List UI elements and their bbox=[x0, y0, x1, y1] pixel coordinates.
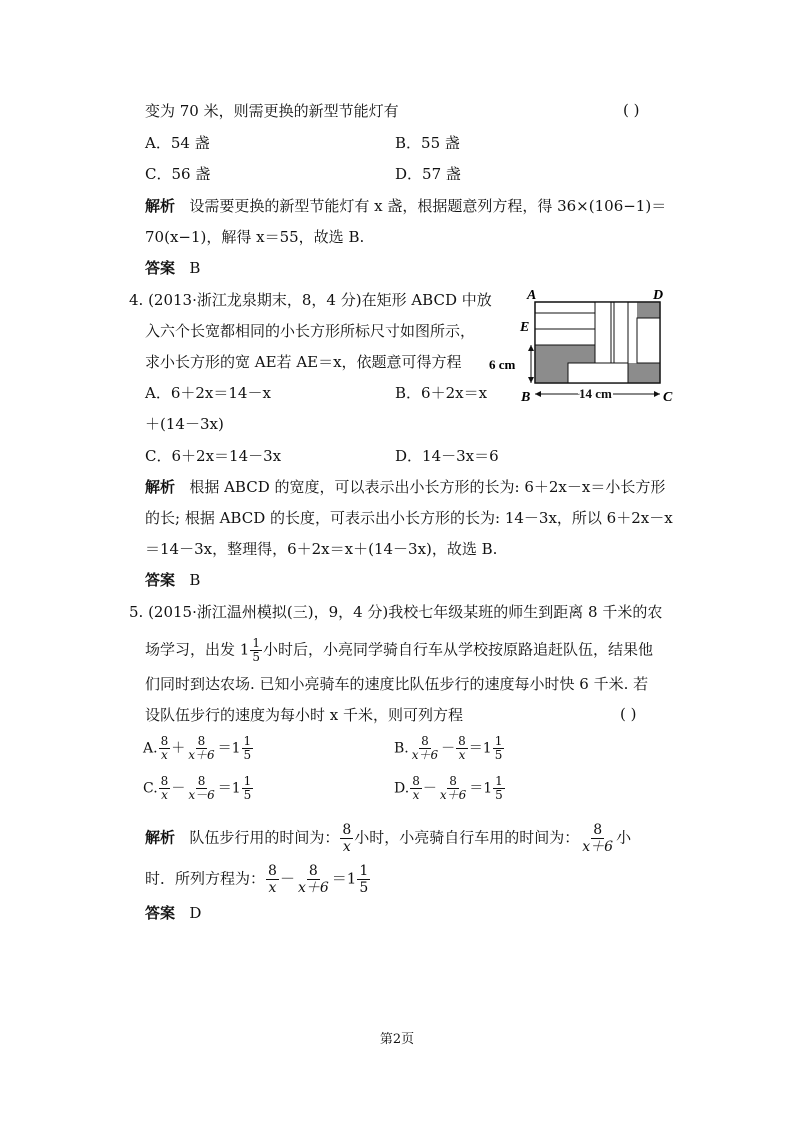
small-rect-2 bbox=[535, 329, 595, 345]
page-number: 第2页 bbox=[379, 1032, 415, 1047]
q5-stem-line1: 5. (2015·浙江温州模拟(三)，9，4 分)我校七年级某班的师生到距离 8 千米的农 bbox=[129, 603, 663, 621]
small-rect-3 bbox=[595, 302, 611, 363]
q5-answer-line bbox=[145, 903, 201, 923]
vertex-label-d: D bbox=[653, 288, 664, 303]
q4-stem-line3: 求小长方形的宽 AE若 AE＝x，依题意可得方程 bbox=[145, 353, 462, 371]
shaded-region-top-right bbox=[637, 302, 660, 318]
q3-answer-label: 答案 bbox=[145, 259, 176, 277]
q3-analysis-label: 解析 bbox=[145, 197, 176, 215]
q4-rectangle-figure bbox=[488, 285, 684, 405]
q3-option-a: A．54 盏 bbox=[145, 134, 210, 152]
q5-stem-line4: 设队伍步行的速度为每小时 x 千米，则可列方程 bbox=[145, 706, 463, 724]
mixed-fraction-1-5: $\frac{1}{5}$ bbox=[252, 636, 260, 664]
q4-option-b: B．6＋2x＝x bbox=[395, 384, 488, 402]
vertex-label-b: B bbox=[521, 390, 531, 405]
q5-answer-label: 答案 bbox=[145, 904, 176, 922]
small-rect-4 bbox=[614, 302, 628, 363]
small-rect-6 bbox=[568, 363, 628, 383]
q5-answer-value: D bbox=[189, 904, 202, 922]
q3-analysis-line2: 70(x−1)，解得 x＝55，故选 B. bbox=[145, 228, 365, 246]
q4-stem-line1: 4. (2013·浙江龙泉期末，8，4 分)在矩形 ABCD 中放 bbox=[129, 291, 492, 309]
q3-analysis-line1 bbox=[145, 196, 666, 216]
q5-stem-line3: 们同时到达农场. 已知小亮骑车的速度比队伍步行的速度每小时快 6 千米. 若 bbox=[145, 675, 649, 693]
q3-option-b: B．55 盏 bbox=[395, 134, 460, 152]
q4-analysis-line2: 的长; 根据 ABCD 的长度，可表示出小长方形的长为: 14－3x，所以 6＋2x－x bbox=[145, 509, 673, 527]
q3-analysis-text1: 设需要更换的新型节能灯有 x 盏，根据题意列方程，得 36×(106−1)＝ bbox=[189, 197, 667, 215]
q4-analysis-line3: ＝14－3x，整理得，6＋2x＝x＋(14－3x)，故选 B. bbox=[145, 540, 498, 558]
height-label: 6 cm bbox=[489, 357, 516, 372]
q3-answer-value: B bbox=[189, 259, 201, 277]
q5-analysis-line1: 解析 队伍步行用的时间为： $\frac{8}{x}$ 小时，小亮骑自行车用的时间为： $\frac{8}{x+6}$ 小 bbox=[145, 822, 632, 855]
q5-answer-paren: ( ) bbox=[620, 705, 637, 723]
q3-stem-continuation: 变为 70 米，则需更换的新型节能灯有 bbox=[145, 102, 399, 120]
q5-option-d: D. $\frac{8}{x}$ － $\frac{8}{x+6}$ ＝1 $\frac{1}{5}$ bbox=[394, 774, 503, 802]
q4-option-a: A．6＋2x＝14－x bbox=[145, 384, 271, 402]
q4-answer-value: B bbox=[189, 571, 201, 589]
small-rect-5 bbox=[637, 318, 660, 363]
q4-option-b-cont: ＋(14－3x) bbox=[145, 415, 224, 433]
point-label-e: E bbox=[520, 320, 530, 335]
q4-analysis-line1 bbox=[145, 477, 665, 497]
q4-option-d: D．14－3x＝6 bbox=[395, 447, 499, 465]
q5-analysis-label: 解析 bbox=[145, 828, 176, 847]
q3-option-c: C．56 盏 bbox=[145, 165, 211, 183]
q5-option-c: C. $\frac{8}{x}$ － $\frac{8}{x-6}$ ＝1 $\frac{1}{5}$ bbox=[143, 774, 252, 802]
width-label: 14 cm bbox=[579, 386, 612, 401]
shaded-region-bottom-right bbox=[628, 363, 660, 383]
q4-answer-line bbox=[145, 570, 200, 590]
q5-analysis-line2: 时．所列方程为： $\frac{8}{x}$ － $\frac{8}{x+6}$ ＝1 $\frac{1}{5}$ bbox=[145, 863, 369, 896]
q4-option-c: C．6＋2x＝14－3x bbox=[145, 447, 282, 465]
q5-stem-line2: 场学习，出发 1 $\frac{1}{5}$ 小时后，小亮同学骑自行车从学校按原路追赶队伍，结果他 bbox=[145, 636, 653, 664]
q5-option-a: A. $\frac{8}{x}$ ＋ $\frac{8}{x+6}$ ＝1 $\frac{1}{5}$ bbox=[143, 734, 252, 762]
q4-analysis-label: 解析 bbox=[145, 478, 176, 496]
q3-answer-paren: ( ) bbox=[623, 101, 640, 119]
q3-answer-line bbox=[145, 258, 200, 278]
q4-stem-line2: 入六个长宽都相同的小长方形所标尺寸如图所示， bbox=[145, 322, 476, 340]
small-rect-1 bbox=[535, 313, 595, 329]
vertex-label-c: C bbox=[663, 390, 673, 405]
vertex-label-a: A bbox=[527, 288, 537, 303]
q4-analysis-text1: 根据 ABCD 的宽度，可以表示出小长方形的长为: 6＋2x－x＝小长方形 bbox=[189, 478, 666, 496]
q5-option-b: B. $\frac{8}{x+6}$ － $\frac{8}{x}$ ＝1 $\frac{1}{5}$ bbox=[394, 734, 503, 762]
q4-answer-label: 答案 bbox=[145, 571, 176, 589]
q3-option-d: D．57 盏 bbox=[395, 165, 461, 183]
